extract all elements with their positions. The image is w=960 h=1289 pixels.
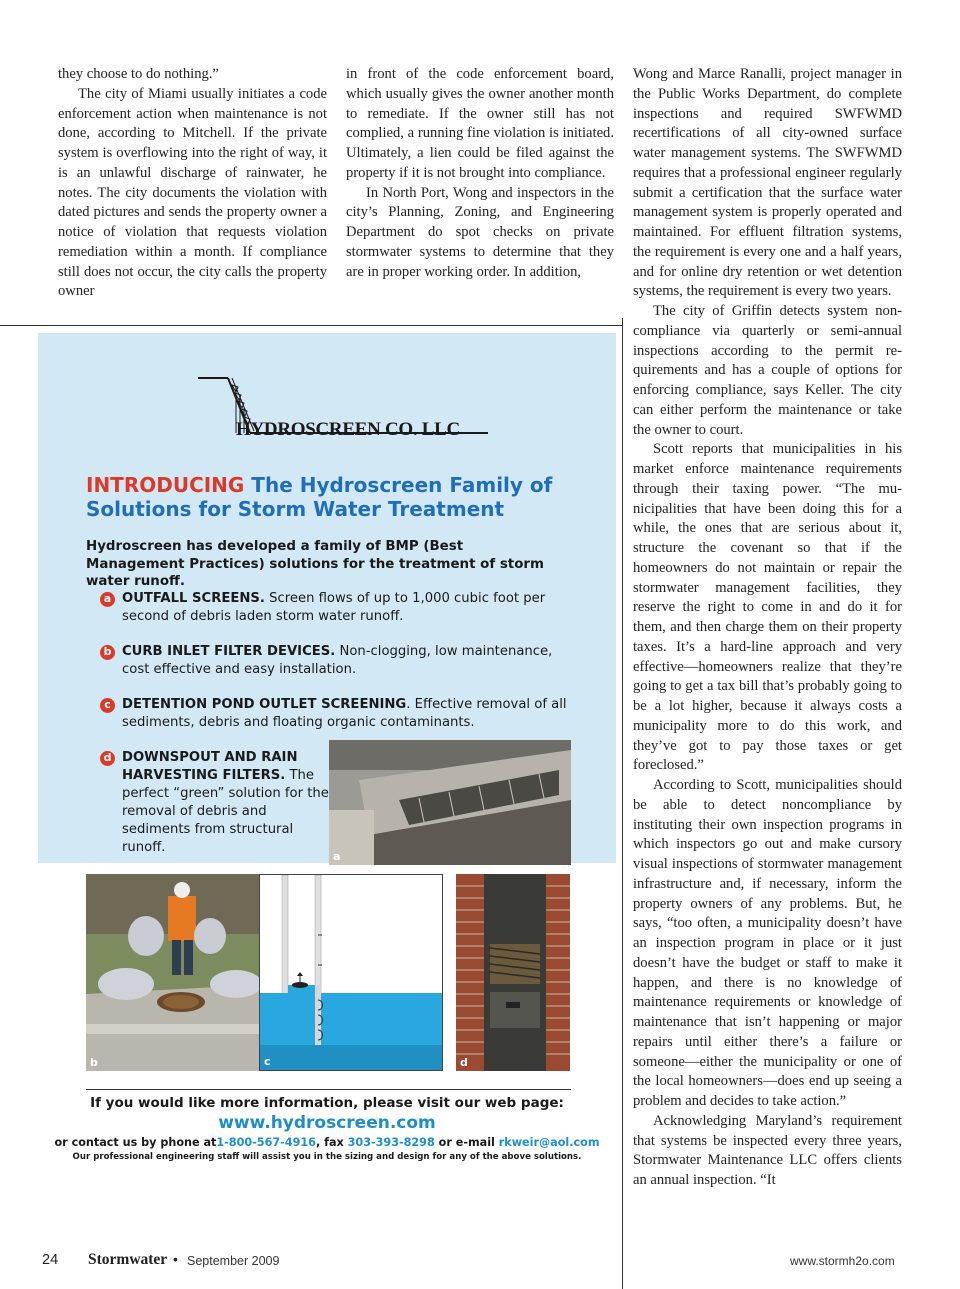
article-column-1: [58, 65, 327, 302]
article-paragraph: Wong and Marce Ranalli, project manager in the Public Works Department, do complete inspections and required SWFWMD recertifications of all city-owned surface water management systems. The SWFWMD requires that a professional engineer regularly submit a certification that the surface water management system is properly operated and maintained. For effluent filtration systems, the requirement is every one and a half years, and for online dry retention or wet detention systems, the requirement is every two years.: [633, 66, 902, 300]
issue-date: September 2009: [187, 1254, 280, 1268]
photo-label-b: b: [90, 1056, 98, 1069]
contact-prefix: or contact us by phone at: [54, 1136, 217, 1149]
photo-outfall-screen: [329, 740, 571, 865]
solution-desc: The perfect “green” solution for the removal of debris and sediments from structural runoff.: [122, 768, 329, 855]
solution-title: DETENTION POND OUTLET SCREENING: [122, 697, 407, 712]
magazine-name: Stormwater: [88, 1251, 168, 1268]
phone-link[interactable]: 1-800-567-4916: [216, 1136, 316, 1149]
photo-downspout-filter: [456, 874, 570, 1071]
footer-website[interactable]: www.stormh2o.com: [790, 1254, 895, 1268]
ad-top-rule: [0, 325, 623, 326]
hydroscreen-logo-icon: [188, 373, 488, 453]
photo-label-c: c: [264, 1055, 271, 1068]
staff-note: Our professional engineering staff will assist you in the sizing and design for any of the above solutions.: [72, 1152, 582, 1162]
bullet-a-icon: a: [100, 592, 115, 607]
solution-desc: Screen flows of up to 1,000 cubic foot per second of debris laden storm water runoff.: [122, 591, 546, 624]
column-divider: [622, 318, 623, 1289]
headline-introducing: INTRODUCING: [86, 473, 245, 497]
company-name: HYDROSCREEN CO. LLC: [236, 419, 460, 440]
article-column-3: [633, 65, 902, 1191]
bullet-d-icon: d: [100, 751, 115, 766]
solution-title: CURB INLET FILTER DEVICES.: [122, 644, 336, 659]
bullet-b-icon: b: [100, 645, 115, 660]
photo-curb-inlet: [86, 874, 275, 1071]
email-link[interactable]: rkweir@aol.com: [498, 1136, 600, 1149]
fax-label: , fax: [315, 1136, 348, 1149]
article-paragraph: Acknowledging Maryland’s requirement that systems be inspected every three years, Stormwater Maintenance LLC offers clients an annual inspection. “It: [633, 1112, 902, 1188]
solution-item-outfall: [100, 590, 570, 626]
solution-item-detention-pond: [100, 696, 570, 732]
hydroscreen-advertisement: [38, 333, 616, 1166]
footer-separator: •: [173, 1251, 178, 1267]
article-paragraph: The city of Miami usually initiates a code enforcement action when maintenance is not done, according to Mitchell. If the private system is overflowing into the right of way, it is an unlawful discharge of rainwater, he notes. The city documents the violation with dated pictures and sends the property owner a notice of violation that requests violation remediation within a month. If compliance still does not occur, the city calls the property owner: [58, 85, 327, 300]
ad-intro: Hydroscreen has developed a family of BMP (Best Management Practices) solutions for the treatment of storm water runoff.: [86, 539, 544, 589]
headline-family: The Hydroscreen Family of Solutions for Storm Water Treatment: [86, 473, 553, 521]
email-label: or e-mail: [434, 1136, 499, 1149]
more-info-text: If you would like more information, please visit our web page:: [90, 1095, 564, 1111]
diagram-detention-outlet: [259, 874, 443, 1071]
article-paragraph: Scott reports that municipalities in his market enforce maintenance requirements through their taxing power. “The municipalities that have been doing this for a while, the ones that are serious about it, structure the covenant so that if the homeowners do not maintain or repair the stormwater management facilities, they reserve the right to come in and do it for them, and then charge them on their property taxes. It’s a hard-line approach and very effective—homeowners realize that they’re going to get a tax bill that’s probably going to be a lot higher, because it always costs a municipality more to do this work, and they’ve got to pay those taxes or get foreclosed.”: [633, 441, 902, 774]
solution-item-curb-inlet: [100, 643, 570, 679]
solution-desc: . Effective removal of all sediments, debris and floating organic contaminants.: [122, 697, 567, 730]
solution-item-downspout: [100, 749, 330, 857]
article-paragraph: In North Port, Wong and inspectors in the city’s Planning, Zoning, and Engineering Department do spot checks on private stormwater systems to determine that they are in proper working order. In addition,: [346, 184, 614, 280]
solution-title: OUTFALL SCREENS.: [122, 591, 265, 606]
page-number: 24: [42, 1252, 59, 1268]
ad-headline: [86, 473, 586, 521]
photo-label-d: d: [460, 1056, 468, 1069]
contact-line: [38, 1136, 616, 1149]
article-paragraph: they choose to do nothing.”: [58, 66, 219, 82]
website-link[interactable]: www.hydroscreen.com: [218, 1113, 436, 1133]
photo-label-a: a: [333, 850, 341, 863]
article-paragraph: in front of the code enforcement board, which usually gives the owner another month to remediate. If the owner still has not complied, a running fine violation is initiated. Ultimately, a lien could be filed against the property if it is not brought into compliance.: [346, 66, 614, 181]
fax-number: 303-393-8298: [347, 1136, 435, 1149]
solution-title: DOWNSPOUT AND RAIN HARVESTING FILTERS.: [122, 750, 298, 783]
article-column-2: [346, 65, 614, 282]
ad-divider: [86, 1089, 571, 1090]
bullet-c-icon: c: [100, 698, 115, 713]
article-paragraph: According to Scott, municipalities should be able to detect noncompliance by instituting their own inspection programs in which inspectors go out and make cursory visual inspections of stormwater management infrastructure and, if necessary, inform the property owners of any problems. But, he says, “too often, a municipality doesn’t have an inspection program in place or it just doesn’t have the budget or staff to make it happen, and there is no knowledge of maintenance requirements or knowledge of maintenance that isn’t happening or major repairs until either there’s a failure or someone—either the municipality or one of the local homeowners—does end up seeing a problem and decides to take action.”: [633, 777, 902, 1109]
solution-desc: Non-clogging, low maintenance, cost effective and easy installation.: [122, 644, 553, 677]
article-paragraph: The city of Griffin detects system noncompliance via quarterly or semi-annual inspections according to the permit requirements and has a couple of options for enforcing compliance, says Keller. The city can either perform the maintenance or take the owner to court.: [633, 303, 902, 438]
